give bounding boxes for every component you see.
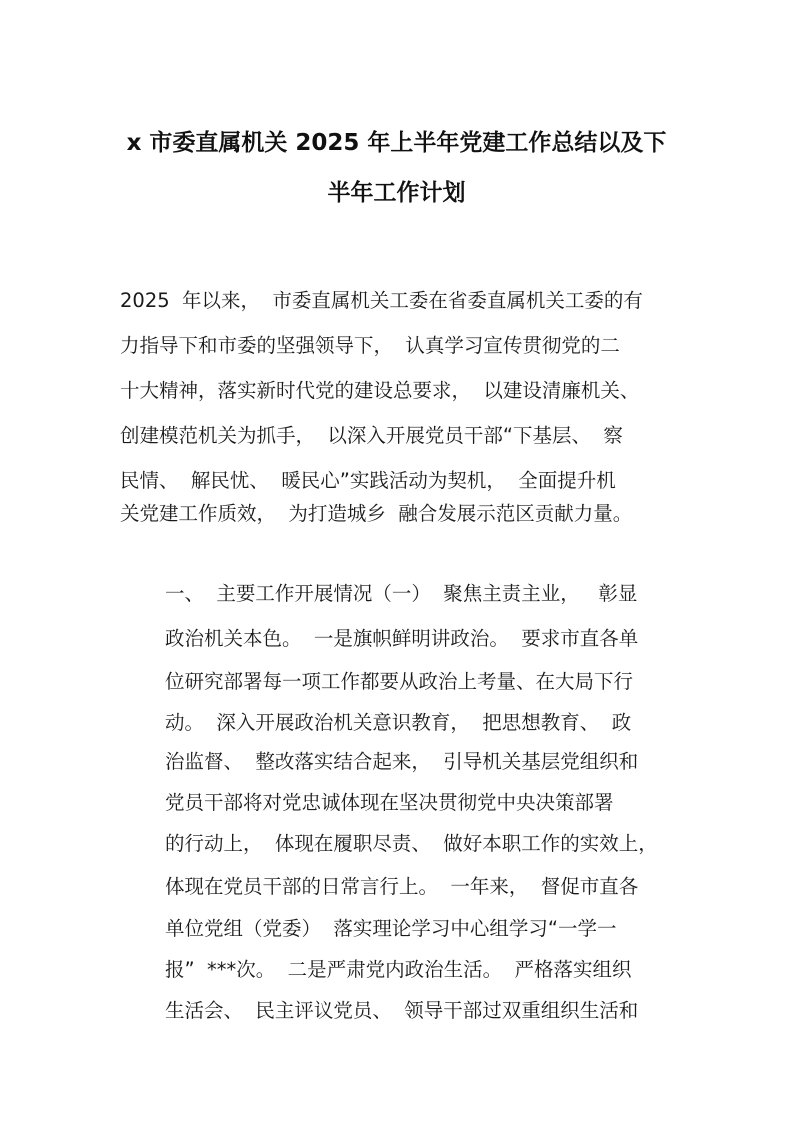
- paragraph-line: 2025 年以来， 市委直属机关工委在省委直属机关工委的有: [120, 289, 643, 312]
- paragraph-line: 力指导下和市委的坚强领导下， 认真学习宣传贯彻党的二: [120, 334, 620, 357]
- paragraph-line: 体现在党员干部的日常言行上。 一年来， 督促市直各: [165, 875, 639, 898]
- document-title-line-1: x 市委直属机关 2025 年上半年党建工作总结以及下: [126, 130, 667, 156]
- paragraph-line: 十大精神，落实新时代党的建设总要求， 以建设清廉机关、: [120, 379, 640, 402]
- paragraph-line: 治监督、 整改落实结合起来， 引导机关基层党组织和: [165, 750, 639, 773]
- paragraph-line: 报” ***次。 二是严肃党内政治生活。 严格落实组织: [165, 958, 632, 981]
- paragraph-line: 党员干部将对党忠诚体现在坚决贯彻党中央决策部署: [165, 791, 614, 814]
- paragraph-line: 关党建工作质效， 为打造城乡 融合发展示范区贡献力量。: [120, 502, 633, 525]
- paragraph-line: 民情、 解民忧、 暖民心”实践活动为契机， 全面提升机: [120, 469, 616, 492]
- paragraph-line: 单位党组（党委） 落实理论学习中心组学习“一学一: [165, 917, 617, 940]
- paragraph-line: 创建模范机关为抓手， 以深入开展党员干部“下基层、 察: [120, 424, 623, 447]
- paragraph-line: 政治机关本色。 一是旗帜鲜明讲政治。 要求市直各单: [165, 627, 639, 650]
- paragraph-line: 动。 深入开展政治机关意识教育， 把思想教育、 政: [165, 711, 632, 734]
- paragraph-line: 的行动上， 体现在履职尽责、 做好本职工作的实效上，: [165, 832, 658, 855]
- paragraph-line: 位研究部署每一项工作都要从政治上考量、在大局下行: [165, 670, 634, 693]
- document-title-line-2: 半年工作计划: [327, 180, 466, 206]
- paragraph-line: 一、 主要工作开展情况（一） 聚焦主责主业， 彰显: [165, 582, 638, 605]
- paragraph-line: 生活会、 民主评议党员、 领导干部过双重组织生活和: [165, 999, 639, 1022]
